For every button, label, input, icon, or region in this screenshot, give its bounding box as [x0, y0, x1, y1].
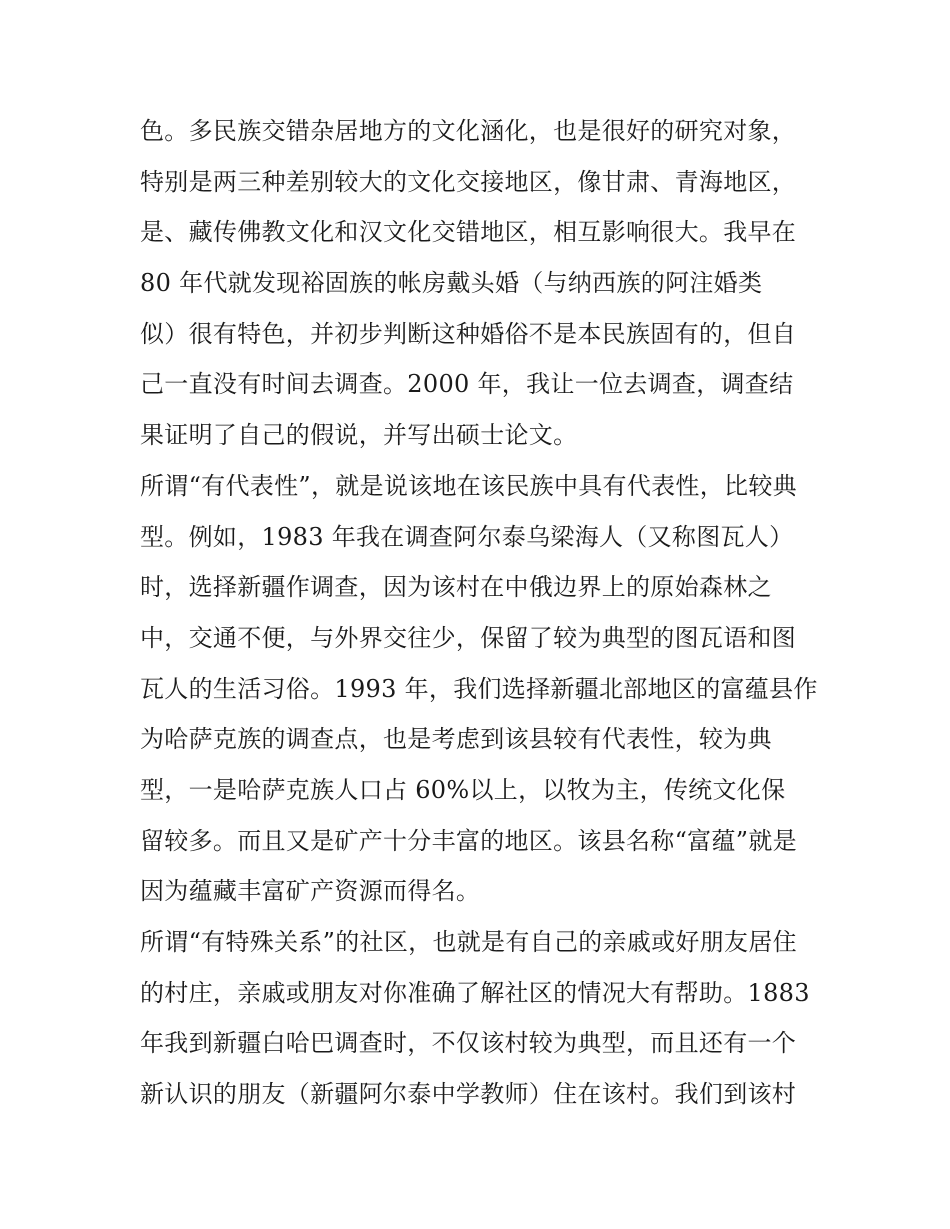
- text-line: 所谓“有特殊关系”的社区，也就是有自己的亲戚或好朋友居住: [140, 928, 797, 956]
- text-line: 是、藏传佛教文化和汉文化交错地区，相互影响很大。我早在: [140, 218, 797, 247]
- text-line: 型。例如，1983 年我在调查阿尔泰乌梁海人（又称图瓦人）: [140, 522, 794, 551]
- text-line: 似）很有特色，并初步判断这种婚俗不是本民族固有的，但自: [140, 319, 797, 348]
- text-line: 新认识的朋友（新疆阿尔泰中学教师）住在该村。我们到该村: [140, 1080, 797, 1109]
- text-line: 色。多民族交错杂居地方的文化涵化，也是很好的研究对象，: [140, 117, 797, 145]
- body-text: [140, 106, 820, 1120]
- text-line: 型，一是哈萨克族人口占 60%以上，以牧为主，传统文化保: [140, 775, 786, 804]
- text-line: 特别是两三种差别较大的文化交接地区，像甘肃、青海地区，: [140, 167, 797, 196]
- text-line: 80 年代就发现裕固族的帐房戴头婚（与纳西族的阿注婚类: [140, 269, 763, 298]
- text-line: 的村庄，亲戚或朋友对你准确了解社区的情况大有帮助。1883: [140, 978, 810, 1007]
- text-line: 中，交通不便，与外界交往少，保留了较为典型的图瓦语和图: [140, 623, 797, 652]
- text-line: 己一直没有时间去调查。2000 年，我让一位去调查，调查结: [140, 370, 794, 399]
- text-line: 时，选择新疆作调查，因为该村在中俄边界上的原始森林之: [140, 573, 772, 602]
- text-line: 为哈萨克族的调查点，也是考虑到该县较有代表性，较为典: [140, 725, 772, 754]
- text-line: 因为蕴藏丰富矿产资源而得名。: [140, 877, 481, 906]
- text-line: 留较多。而且又是矿产十分丰富的地区。该县名称“富蕴”就是: [140, 826, 797, 855]
- text-line: 所谓“有代表性”，就是说该地在该民族中具有代表性，比较典: [140, 471, 797, 500]
- text-line: 果证明了自己的假说，并写出硕士论文。: [140, 421, 578, 450]
- text-line: 年我到新疆白哈巴调查时，不仅该村较为典型，而且还有一个: [140, 1029, 797, 1058]
- text-line: 瓦人的生活习俗。1993 年，我们选择新疆北部地区的富蕴县作: [140, 674, 818, 703]
